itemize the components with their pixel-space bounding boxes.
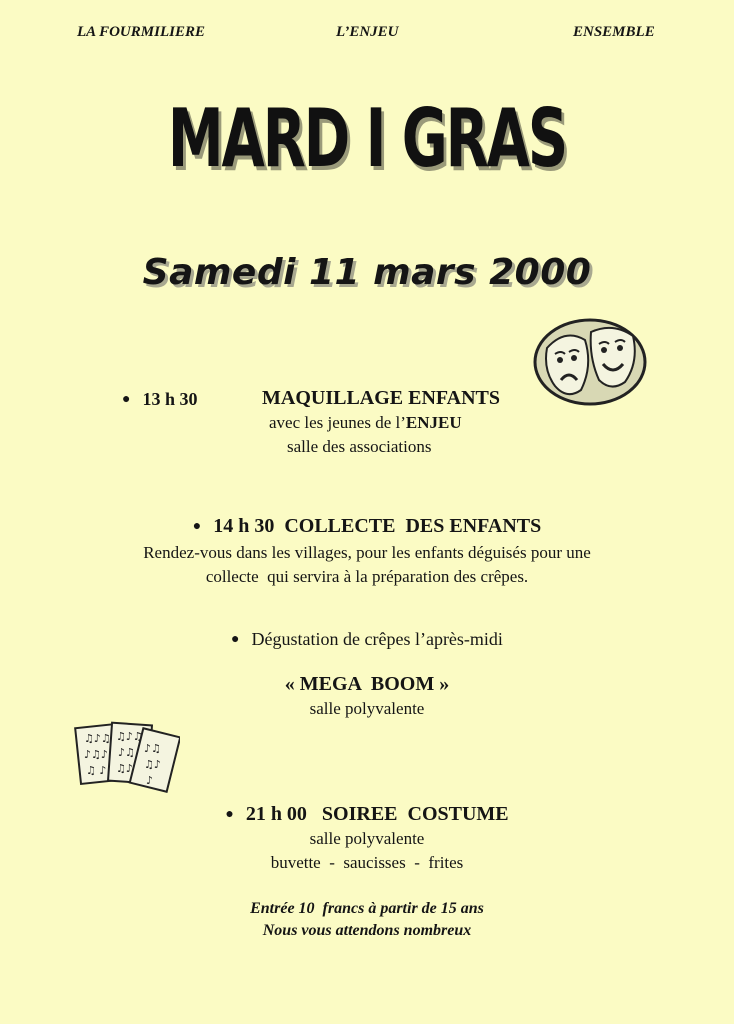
theater-masks-icon bbox=[533, 318, 647, 406]
bullet-icon: ● bbox=[122, 392, 131, 407]
svg-text:♫♪♫: ♫♪♫ bbox=[84, 732, 111, 745]
event-1-line-1 bbox=[269, 413, 462, 433]
event-5-heading: 21 h 00 SOIREE COSTUME bbox=[245, 803, 509, 825]
organizer-lenjeu: L’ENJEU bbox=[336, 24, 399, 40]
event-4-line-1: salle polyvalente bbox=[309, 699, 425, 718]
event-4-title: « MEGA BOOM » bbox=[284, 673, 450, 695]
svg-text:♫♪: ♫♪ bbox=[116, 762, 133, 775]
bullet-icon: ● bbox=[225, 807, 234, 822]
svg-text:♫♪: ♫♪ bbox=[144, 758, 161, 771]
event-3-line bbox=[0, 629, 734, 650]
event-5-heading-line bbox=[0, 803, 734, 826]
event-3-text: Dégustation de crêpes l’après-midi bbox=[251, 629, 503, 649]
event-1-line-1-text: avec les jeunes de l’ bbox=[269, 413, 406, 432]
event-5-line-2: buvette - saucisses - frites bbox=[270, 853, 464, 872]
event-1-time-line bbox=[122, 389, 197, 410]
event-2-line-1: Rendez-vous dans les villages, pour les enfants déguisés pour une bbox=[143, 543, 591, 562]
music-sheets-icon bbox=[74, 718, 180, 804]
svg-text:♪♫: ♪♫ bbox=[118, 746, 135, 759]
event-2-heading: 14 h 30 COLLECTE DES ENFANTS bbox=[213, 515, 542, 537]
poster-title: MARD I GRAS bbox=[167, 92, 567, 185]
closing-note: Nous vous attendons nombreux bbox=[262, 922, 472, 939]
event-1-line-2: salle des associations bbox=[287, 437, 432, 456]
organizer-la-fourmiliere: LA FOURMILIERE bbox=[77, 24, 205, 40]
svg-text:♪: ♪ bbox=[146, 774, 154, 787]
svg-text:♪♫: ♪♫ bbox=[144, 742, 161, 755]
svg-text:♫♪♫: ♫♪♫ bbox=[116, 730, 143, 743]
organizer-ensemble: ENSEMBLE bbox=[573, 24, 655, 40]
event-1-title: MAQUILLAGE ENFANTS bbox=[262, 387, 500, 409]
event-5-line-1: salle polyvalente bbox=[309, 829, 425, 848]
svg-text:♪♫♪: ♪♫♪ bbox=[84, 748, 108, 761]
event-1-time: 13 h 30 bbox=[142, 389, 198, 409]
event-1-line-1-bold: ENJEU bbox=[405, 413, 462, 432]
entry-fee-note: Entrée 10 francs à partir de 15 ans bbox=[250, 900, 484, 917]
bullet-icon: ● bbox=[192, 519, 202, 534]
svg-text:♫ ♪: ♫ ♪ bbox=[86, 764, 107, 777]
bullet-icon: ● bbox=[231, 632, 240, 647]
event-date: Samedi 11 mars 2000 bbox=[142, 252, 592, 293]
event-2-line-2: collecte qui servira à la préparation des crêpes. bbox=[205, 567, 529, 586]
event-2-heading-line bbox=[0, 515, 734, 538]
